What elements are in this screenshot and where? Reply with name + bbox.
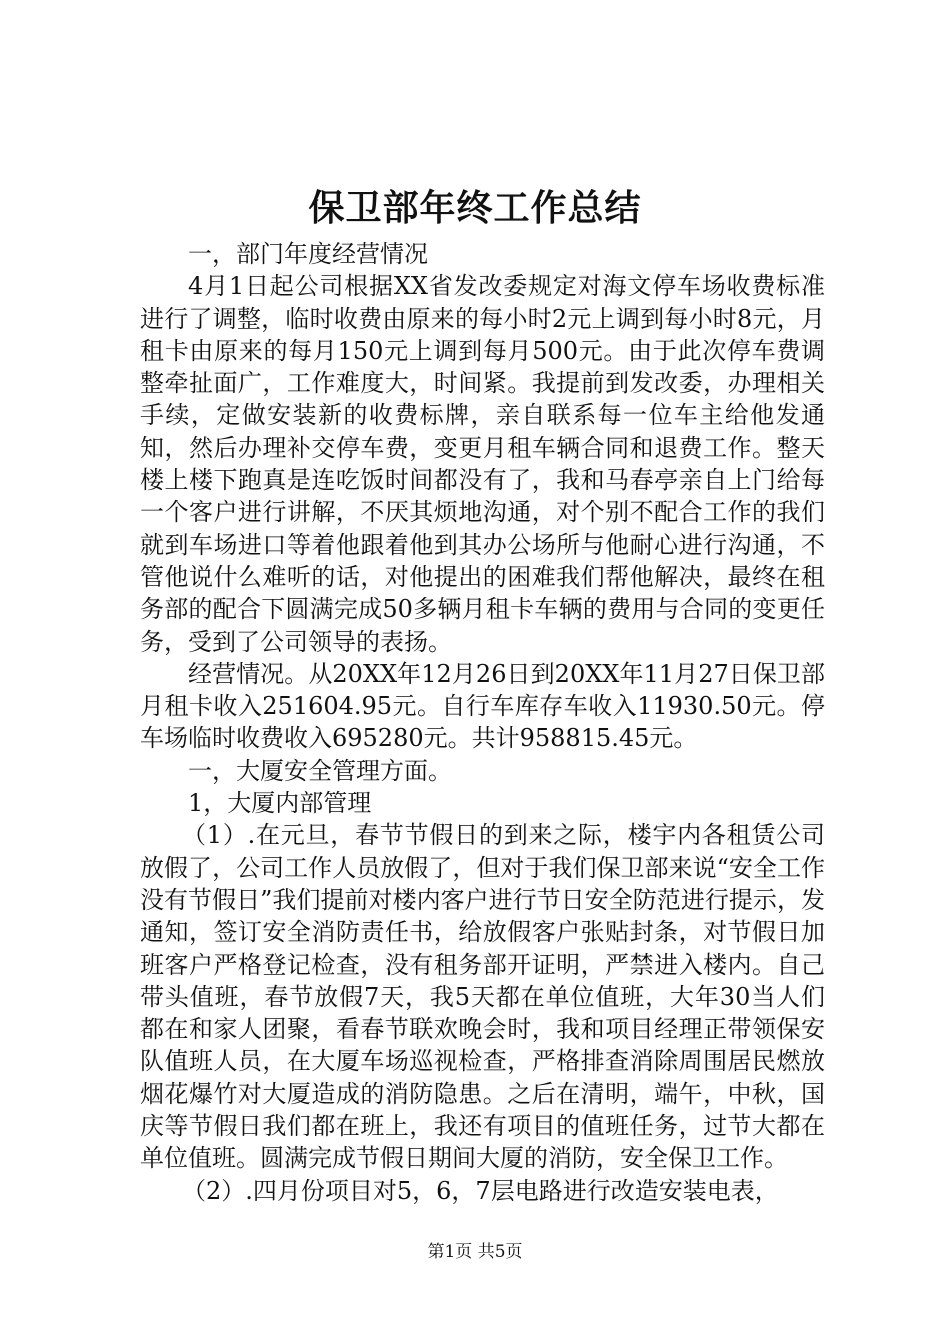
document-title: 保卫部年终工作总结 <box>308 187 642 229</box>
paragraph-holiday-duty: （1）.在元旦，春节节假日的到来之际，楼宇内各租赁公司放假了，公司工作人员放假了，但对于我们保卫部来说“安全工作没有节假日”我们提前对楼内客户进行节日安全防范进行提示，发通知，签订安全消防责任书，给放假客户张贴封条，对节假日加班客户严格登记检查，没有租务部开证明，严禁进入楼内。自己带头值班，春节放假7天，我5天都在单位值班，大年30当人们都在和家人团聚，看春节联欢晚会时，我和项目经理正带领保安队值班人员，在大厦车场巡视检查，严格排查消除周围居民燃放烟花爆竹对大厦造成的消防隐患。之后在清明，端午，中秋，国庆等节假日我们都在班上，我还有项目的值班任务，过节大都在单位值班。圆满完成节假日期间大厦的消防，安全保卫工作。 <box>140 821 825 1173</box>
page-footer: 第1页 共5页 <box>427 1242 523 1262</box>
paragraph-electrical-renovation: （2）.四月份项目对5，6，7层电路进行改造安装电表， <box>182 1176 779 1205</box>
subsection-heading-internal: 1，大厦内部管理 <box>188 789 372 818</box>
section-heading-safety: 一，大厦安全管理方面。 <box>188 756 452 785</box>
section-heading-operations: 一，部门年度经营情况 <box>188 240 428 268</box>
paragraph-fee-adjustment: 4月1日起公司根据XX省发改委规定对海文停车场收费标准进行了调整，临时收费由原来的每小时2元上调到每小时8元，月租卡由原来的每月150元上调到每月500元。由于此次停车费调整牵扯面广，工作难度大，时间紧。我提前到发改委，办理相关手续，定做安装新的收费标牌，亲自联系每一位车主给他发通知，然后办理补交停车费，变更月租车辆合同和退费工作。整天楼上楼下跑真是连吃饭时间都没有了，我和马春亭亲自上门给每一个客户进行讲解，不厌其烦地沟通，对个别不配合工作的我们就到车场进口等着他跟着他到其办公场所与他耐心进行沟通，不管他说什么难听的话，对他提出的困难我们帮他解决，最终在租务部的配合下圆满完成50多辆月租卡车辆的费用与合同的变更任务，受到了公司领导的表扬。 <box>140 272 825 656</box>
paragraph-operating-income: 经营情况。从20XX年12月26日到20XX年11月27日保卫部月租卡收入251604.95元。自行车库存车收入11930.50元。停车场临时收费收入695280元。共计958815.45元。 <box>140 659 825 753</box>
document-body <box>140 238 825 1207</box>
